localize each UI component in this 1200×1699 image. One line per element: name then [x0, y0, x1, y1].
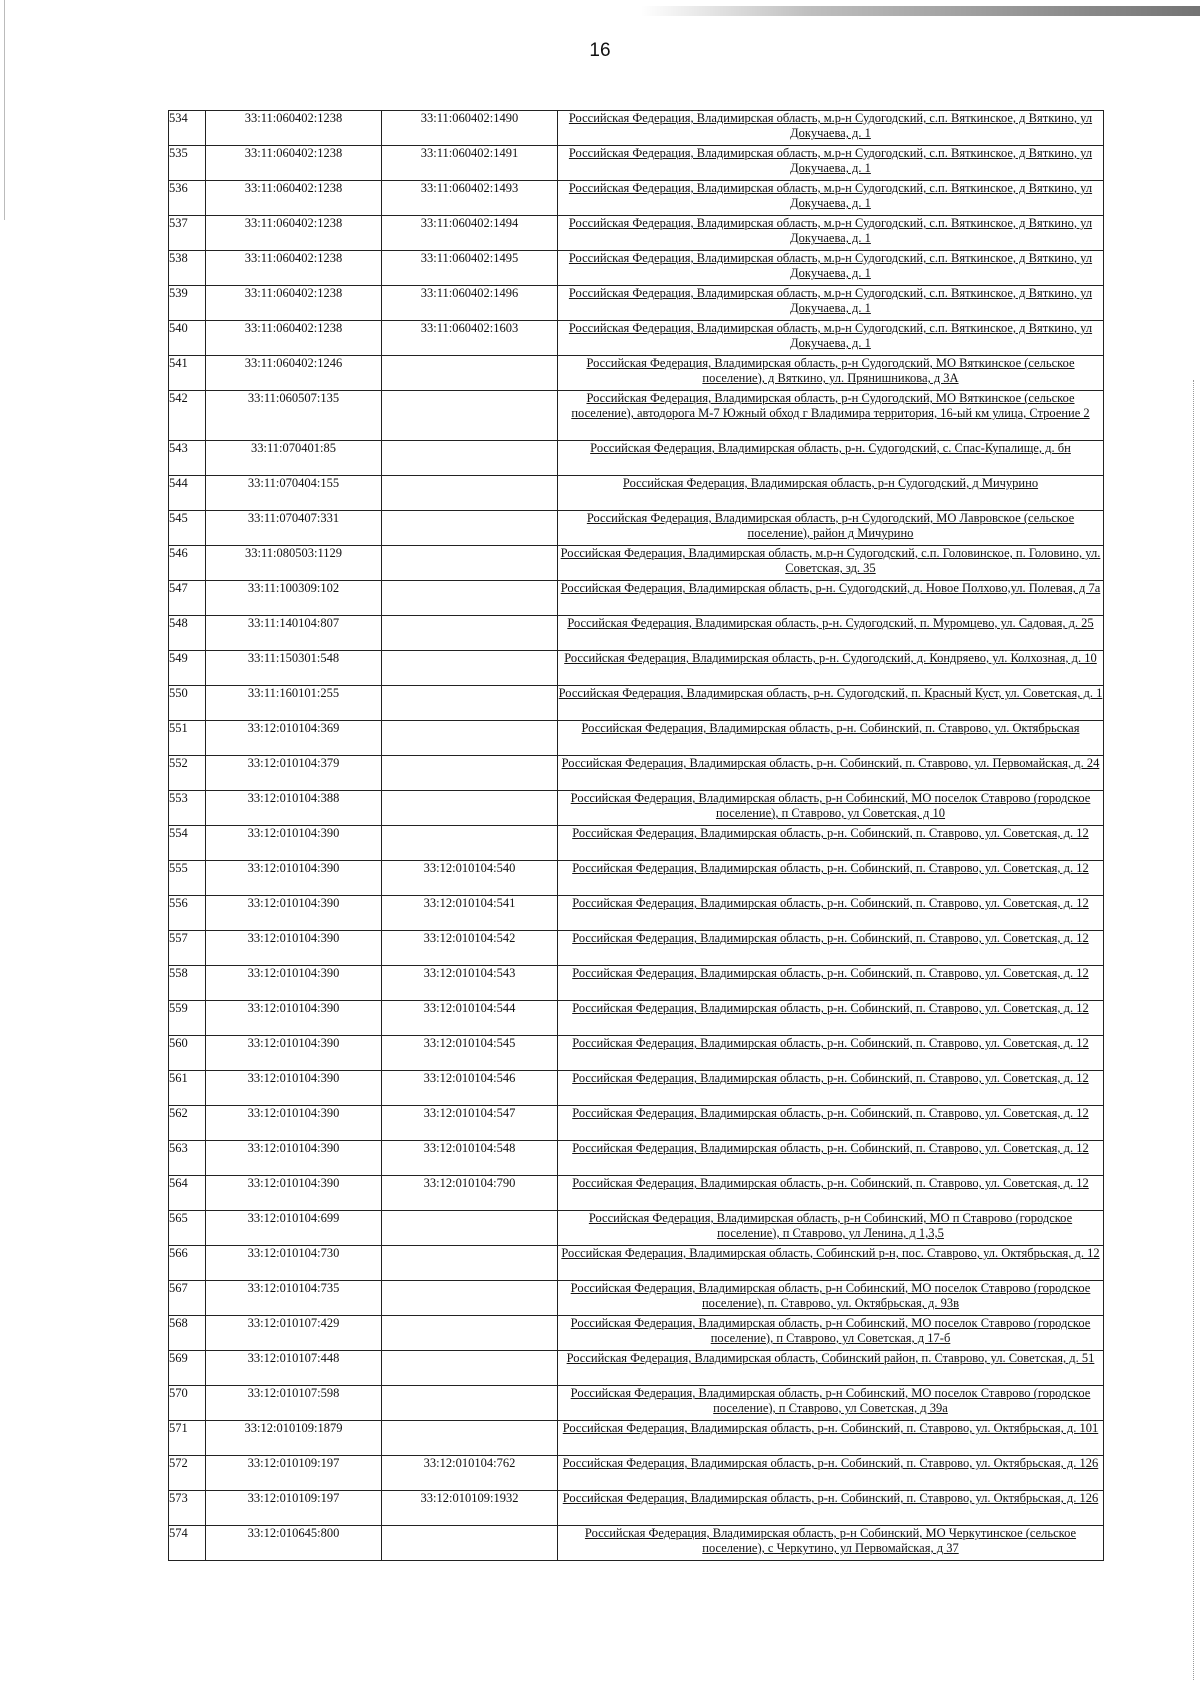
- row-number: 539: [169, 286, 206, 321]
- cadastral-number: 33:12:010104:699: [206, 1211, 382, 1246]
- address-cell: [558, 651, 1104, 686]
- address-text: Российская Федерация, Владимирская область, р-н. Судогодский, с. Спас-Купалище, д. бн: [590, 441, 1071, 455]
- related-cadastral-number: [382, 1526, 558, 1561]
- related-cadastral-number: [382, 511, 558, 546]
- cadastral-number: 33:12:010104:379: [206, 756, 382, 791]
- address-cell: [558, 966, 1104, 1001]
- address-cell: [558, 181, 1104, 216]
- cadastral-number: 33:12:010109:1879: [206, 1421, 382, 1456]
- row-number: 534: [169, 111, 206, 146]
- cadastral-number: 33:11:100309:102: [206, 581, 382, 616]
- cadastral-number: 33:12:010104:390: [206, 1071, 382, 1106]
- table-row: [169, 1421, 1104, 1456]
- related-cadastral-number: 33:12:010104:762: [382, 1456, 558, 1491]
- row-number: 535: [169, 146, 206, 181]
- row-number: 566: [169, 1246, 206, 1281]
- address-cell: [558, 931, 1104, 966]
- table-row: [169, 931, 1104, 966]
- address-text: Российская Федерация, Владимирская область, р-н. Судогодский, п. Красный Куст, ул. Советская, д. 1: [558, 686, 1103, 700]
- related-cadastral-number: [382, 756, 558, 791]
- row-number: 564: [169, 1176, 206, 1211]
- cadastral-number: 33:11:060402:1238: [206, 111, 382, 146]
- table-row: [169, 181, 1104, 216]
- related-cadastral-number: [382, 546, 558, 581]
- cadastral-number: 33:11:070407:331: [206, 511, 382, 546]
- related-cadastral-number: 33:11:060402:1494: [382, 216, 558, 251]
- address-text: Российская Федерация, Владимирская область, р-н Собинский, МО Черкутинское (сельское поселение), с Черкутино, ул Первомайская, д 37: [584, 1526, 1077, 1555]
- cadastral-number: 33:11:080503:1129: [206, 546, 382, 581]
- table-row: [169, 791, 1104, 826]
- related-cadastral-number: [382, 581, 558, 616]
- address-text: Российская Федерация, Владимирская область, Собинский район, п. Ставрово, ул. Советская, д. 51: [566, 1351, 1095, 1365]
- cadastral-number: 33:12:010107:598: [206, 1386, 382, 1421]
- address-text: Российская Федерация, Владимирская область, р-н. Собинский, п. Ставрово, ул. Советская, д. 12: [572, 1141, 1089, 1155]
- cadastral-number: 33:12:010109:197: [206, 1456, 382, 1491]
- address-cell: [558, 1316, 1104, 1351]
- related-cadastral-number: [382, 1246, 558, 1281]
- row-number: 559: [169, 1001, 206, 1036]
- related-cadastral-number: [382, 1316, 558, 1351]
- cadastral-number: 33:12:010104:390: [206, 896, 382, 931]
- row-number: 550: [169, 686, 206, 721]
- row-number: 541: [169, 356, 206, 391]
- cadastral-number: 33:11:060402:1238: [206, 251, 382, 286]
- address-cell: [558, 616, 1104, 651]
- address-cell: [558, 356, 1104, 391]
- related-cadastral-number: 33:12:010104:547: [382, 1106, 558, 1141]
- table-row: [169, 1386, 1104, 1421]
- table-row: [169, 546, 1104, 581]
- cadastral-number: 33:11:160101:255: [206, 686, 382, 721]
- row-number: 542: [169, 391, 206, 441]
- address-cell: [558, 1246, 1104, 1281]
- related-cadastral-number: [382, 686, 558, 721]
- address-cell: [558, 391, 1104, 441]
- address-text: Российская Федерация, Владимирская область, р-н Собинский, МО п Ставрово (городское поселение), п Ставрово, ул Ленина, д 1,3,5: [588, 1211, 1073, 1240]
- table-row: [169, 1351, 1104, 1386]
- address-cell: [558, 146, 1104, 181]
- address-cell: [558, 1141, 1104, 1176]
- related-cadastral-number: 33:12:010104:548: [382, 1141, 558, 1176]
- related-cadastral-number: [382, 721, 558, 756]
- cadastral-number: 33:12:010104:390: [206, 826, 382, 861]
- registry-table: [168, 110, 1104, 1561]
- related-cadastral-number: [382, 441, 558, 476]
- address-text: Российская Федерация, Владимирская область, м.р-н Судогодский, с.п. Вяткинское, д Вяткино, ул Докучаева, д. 1: [568, 181, 1093, 210]
- row-number: 570: [169, 1386, 206, 1421]
- address-text: Российская Федерация, Владимирская область, м.р-н Судогодский, с.п. Вяткинское, д Вяткино, ул Докучаева, д. 1: [568, 286, 1093, 315]
- table-row: [169, 1211, 1104, 1246]
- address-text: Российская Федерация, Владимирская область, р-н. Собинский, п. Ставрово, ул. Советская, д. 12: [572, 1001, 1089, 1015]
- table-row: [169, 1316, 1104, 1351]
- row-number: 562: [169, 1106, 206, 1141]
- address-text: Российская Федерация, Владимирская область, р-н. Собинский, п. Ставрово, ул. Октябрьская, д. 101: [562, 1421, 1099, 1435]
- table-row: [169, 1141, 1104, 1176]
- row-number: 540: [169, 321, 206, 356]
- cadastral-number: 33:12:010104:735: [206, 1281, 382, 1316]
- row-number: 558: [169, 966, 206, 1001]
- address-cell: [558, 111, 1104, 146]
- address-cell: [558, 546, 1104, 581]
- row-number: 565: [169, 1211, 206, 1246]
- table-row: [169, 966, 1104, 1001]
- address-cell: [558, 1176, 1104, 1211]
- table-row: [169, 216, 1104, 251]
- address-text: Российская Федерация, Владимирская область, Собинский р-н, пос. Ставрово, ул. Октябрьская, д. 12: [561, 1246, 1100, 1260]
- cadastral-number: 33:12:010104:730: [206, 1246, 382, 1281]
- address-cell: [558, 1491, 1104, 1526]
- scan-edge-mark: [640, 6, 1200, 16]
- table-row: [169, 1071, 1104, 1106]
- scan-right-edge: [1193, 380, 1195, 1680]
- related-cadastral-number: 33:12:010104:542: [382, 931, 558, 966]
- address-text: Российская Федерация, Владимирская область, р-н. Собинский, п. Ставрово, ул. Советская, д. 12: [572, 1036, 1089, 1050]
- address-text: Российская Федерация, Владимирская область, м.р-н Судогодский, с.п. Вяткинское, д Вяткино, ул Докучаева, д. 1: [568, 321, 1093, 350]
- cadastral-number: 33:12:010104:369: [206, 721, 382, 756]
- table-row: [169, 321, 1104, 356]
- table-row: [169, 441, 1104, 476]
- address-cell: [558, 511, 1104, 546]
- related-cadastral-number: [382, 1351, 558, 1386]
- cadastral-number: 33:11:070401:85: [206, 441, 382, 476]
- address-cell: [558, 286, 1104, 321]
- cadastral-number: 33:12:010107:448: [206, 1351, 382, 1386]
- address-cell: [558, 1001, 1104, 1036]
- cadastral-number: 33:11:060402:1238: [206, 216, 382, 251]
- row-number: 543: [169, 441, 206, 476]
- address-text: Российская Федерация, Владимирская область, р-н. Судогодский, п. Муромцево, ул. Садовая, д. 25: [567, 616, 1094, 630]
- cadastral-number: 33:11:060402:1246: [206, 356, 382, 391]
- cadastral-number: 33:12:010104:390: [206, 1001, 382, 1036]
- row-number: 547: [169, 581, 206, 616]
- related-cadastral-number: 33:12:010109:1932: [382, 1491, 558, 1526]
- table-row: [169, 1281, 1104, 1316]
- table-row: [169, 1001, 1104, 1036]
- address-text: Российская Федерация, Владимирская область, р-н Судогодский, МО Лавровское (сельское поселение), район д Мичурино: [586, 511, 1075, 540]
- address-text: Российская Федерация, Владимирская область, р-н. Судогодский, д. Кондряево, ул. Колхозная, д. 10: [564, 651, 1097, 665]
- related-cadastral-number: [382, 476, 558, 511]
- table-row: [169, 476, 1104, 511]
- address-cell: [558, 896, 1104, 931]
- address-text: Российская Федерация, Владимирская область, р-н. Собинский, п. Ставрово, ул. Первомайская, д. 24: [561, 756, 1100, 770]
- row-number: 536: [169, 181, 206, 216]
- address-text: Российская Федерация, Владимирская область, р-н Собинский, МО поселок Ставрово (городское поселение), п Ставрово, ул Советская, д 17-б: [570, 1316, 1091, 1345]
- related-cadastral-number: 33:11:060402:1603: [382, 321, 558, 356]
- address-cell: [558, 1106, 1104, 1141]
- registry-table-body: [169, 111, 1104, 1561]
- address-text: Российская Федерация, Владимирская область, р-н. Собинский, п. Ставрово, ул. Советская, д. 12: [572, 826, 1089, 840]
- address-text: Российская Федерация, Владимирская область, р-н. Собинский, п. Ставрово, ул. Советская, д. 12: [572, 1071, 1089, 1085]
- related-cadastral-number: 33:12:010104:546: [382, 1071, 558, 1106]
- address-text: Российская Федерация, Владимирская область, м.р-н Судогодский, с.п. Вяткинское, д Вяткино, ул Докучаева, д. 1: [568, 216, 1093, 245]
- address-text: Российская Федерация, Владимирская область, р-н. Собинский, п. Ставрово, ул. Советская, д. 12: [572, 896, 1089, 910]
- address-cell: [558, 1281, 1104, 1316]
- related-cadastral-number: 33:11:060402:1491: [382, 146, 558, 181]
- related-cadastral-number: 33:12:010104:543: [382, 966, 558, 1001]
- row-number: 571: [169, 1421, 206, 1456]
- related-cadastral-number: [382, 651, 558, 686]
- table-row: [169, 286, 1104, 321]
- address-cell: [558, 251, 1104, 286]
- related-cadastral-number: [382, 1386, 558, 1421]
- row-number: 574: [169, 1526, 206, 1561]
- table-row: [169, 1036, 1104, 1071]
- address-cell: [558, 791, 1104, 826]
- table-row: [169, 391, 1104, 441]
- cadastral-number: 33:11:060507:135: [206, 391, 382, 441]
- related-cadastral-number: [382, 391, 558, 441]
- address-cell: [558, 441, 1104, 476]
- related-cadastral-number: [382, 1211, 558, 1246]
- cadastral-number: 33:12:010104:390: [206, 1141, 382, 1176]
- address-cell: [558, 1526, 1104, 1561]
- address-cell: [558, 686, 1104, 721]
- address-cell: [558, 321, 1104, 356]
- row-number: 568: [169, 1316, 206, 1351]
- row-number: 549: [169, 651, 206, 686]
- row-number: 560: [169, 1036, 206, 1071]
- cadastral-number: 33:12:010104:388: [206, 791, 382, 826]
- table-row: [169, 861, 1104, 896]
- cadastral-number: 33:12:010645:800: [206, 1526, 382, 1561]
- related-cadastral-number: 33:12:010104:545: [382, 1036, 558, 1071]
- address-cell: [558, 861, 1104, 896]
- row-number: 537: [169, 216, 206, 251]
- table-row: [169, 826, 1104, 861]
- address-cell: [558, 1386, 1104, 1421]
- cadastral-number: 33:11:070404:155: [206, 476, 382, 511]
- address-text: Российская Федерация, Владимирская область, р-н Судогодский, МО Вяткинское (сельское поселение), автодорога М-7 Южный обход г Владимира территория, 16-ый км улица, Строение 2: [571, 391, 1090, 420]
- address-text: Российская Федерация, Владимирская область, р-н. Собинский, п. Ставрово, ул. Октябрьская: [581, 721, 1080, 735]
- address-text: Российская Федерация, Владимирская область, р-н. Собинский, п. Ставрово, ул. Советская, д. 12: [572, 1106, 1089, 1120]
- address-cell: [558, 476, 1104, 511]
- table-row: [169, 1246, 1104, 1281]
- row-number: 546: [169, 546, 206, 581]
- related-cadastral-number: [382, 826, 558, 861]
- address-cell: [558, 826, 1104, 861]
- related-cadastral-number: 33:11:060402:1493: [382, 181, 558, 216]
- address-cell: [558, 1211, 1104, 1246]
- row-number: 551: [169, 721, 206, 756]
- related-cadastral-number: [382, 1281, 558, 1316]
- table-row: [169, 896, 1104, 931]
- related-cadastral-number: 33:12:010104:541: [382, 896, 558, 931]
- table-row: [169, 111, 1104, 146]
- table-row: [169, 1456, 1104, 1491]
- row-number: 548: [169, 616, 206, 651]
- row-number: 563: [169, 1141, 206, 1176]
- cadastral-number: 33:12:010104:390: [206, 966, 382, 1001]
- address-cell: [558, 1351, 1104, 1386]
- address-text: Российская Федерация, Владимирская область, м.р-н Судогодский, с.п. Вяткинское, д Вяткино, ул Докучаева, д. 1: [568, 146, 1093, 175]
- related-cadastral-number: 33:12:010104:790: [382, 1176, 558, 1211]
- related-cadastral-number: [382, 616, 558, 651]
- cadastral-number: 33:12:010104:390: [206, 931, 382, 966]
- address-text: Российская Федерация, Владимирская область, м.р-н Судогодский, с.п. Вяткинское, д Вяткино, ул Докучаева, д. 1: [568, 111, 1093, 140]
- related-cadastral-number: 33:11:060402:1490: [382, 111, 558, 146]
- table-row: [169, 686, 1104, 721]
- address-text: Российская Федерация, Владимирская область, р-н. Собинский, п. Ставрово, ул. Октябрьская, д. 126: [562, 1456, 1099, 1470]
- address-text: Российская Федерация, Владимирская область, р-н Собинский, МО поселок Ставрово (городское поселение), п. Ставрово, ул. Октябрьская, д. 93в: [570, 1281, 1091, 1310]
- address-cell: [558, 1036, 1104, 1071]
- row-number: 569: [169, 1351, 206, 1386]
- scan-left-edge: [4, 0, 5, 220]
- cadastral-number: 33:11:150301:548: [206, 651, 382, 686]
- related-cadastral-number: [382, 356, 558, 391]
- address-text: Российская Федерация, Владимирская область, р-н. Судогодский, д. Новое Полхово,ул. Полевая, д 7а: [560, 581, 1101, 595]
- row-number: 552: [169, 756, 206, 791]
- address-text: Российская Федерация, Владимирская область, р-н. Собинский, п. Ставрово, ул. Октябрьская, д. 126: [562, 1491, 1099, 1505]
- table-row: [169, 756, 1104, 791]
- row-number: 545: [169, 511, 206, 546]
- address-cell: [558, 581, 1104, 616]
- row-number: 557: [169, 931, 206, 966]
- row-number: 555: [169, 861, 206, 896]
- page-number: 16: [589, 40, 611, 61]
- cadastral-number: 33:11:060402:1238: [206, 286, 382, 321]
- related-cadastral-number: [382, 1421, 558, 1456]
- row-number: 554: [169, 826, 206, 861]
- row-number: 561: [169, 1071, 206, 1106]
- address-cell: [558, 1456, 1104, 1491]
- table-row: [169, 1106, 1104, 1141]
- row-number: 544: [169, 476, 206, 511]
- table-row: [169, 721, 1104, 756]
- related-cadastral-number: [382, 791, 558, 826]
- cadastral-number: 33:12:010109:197: [206, 1491, 382, 1526]
- cadastral-number: 33:11:060402:1238: [206, 181, 382, 216]
- address-text: Российская Федерация, Владимирская область, р-н. Собинский, п. Ставрово, ул. Советская, д. 12: [572, 861, 1089, 875]
- table-row: [169, 146, 1104, 181]
- address-text: Российская Федерация, Владимирская область, м.р-н Судогодский, с.п. Головинское, п. Головино, ул. Советская, зд. 35: [560, 546, 1101, 575]
- address-text: Российская Федерация, Владимирская область, р-н Судогодский, МО Вяткинское (сельское поселение), д Вяткино, ул. Прянишникова, д 3А: [586, 356, 1075, 385]
- table-row: [169, 581, 1104, 616]
- related-cadastral-number: 33:11:060402:1495: [382, 251, 558, 286]
- cadastral-number: 33:12:010104:390: [206, 861, 382, 896]
- table-row: [169, 1491, 1104, 1526]
- table-row: [169, 251, 1104, 286]
- address-text: Российская Федерация, Владимирская область, р-н. Собинский, п. Ставрово, ул. Советская, д. 12: [572, 1176, 1089, 1190]
- related-cadastral-number: 33:12:010104:544: [382, 1001, 558, 1036]
- cadastral-number: 33:11:060402:1238: [206, 146, 382, 181]
- cadastral-number: 33:12:010104:390: [206, 1176, 382, 1211]
- table-row: [169, 511, 1104, 546]
- address-text: Российская Федерация, Владимирская область, р-н. Собинский, п. Ставрово, ул. Советская, д. 12: [572, 966, 1089, 980]
- address-cell: [558, 756, 1104, 791]
- related-cadastral-number: 33:12:010104:540: [382, 861, 558, 896]
- table-row: [169, 651, 1104, 686]
- row-number: 572: [169, 1456, 206, 1491]
- cadastral-number: 33:12:010107:429: [206, 1316, 382, 1351]
- cadastral-number: 33:11:140104:807: [206, 616, 382, 651]
- row-number: 567: [169, 1281, 206, 1316]
- address-cell: [558, 721, 1104, 756]
- address-text: Российская Федерация, Владимирская область, м.р-н Судогодский, с.п. Вяткинское, д Вяткино, ул Докучаева, д. 1: [568, 251, 1093, 280]
- row-number: 538: [169, 251, 206, 286]
- table-row: [169, 1526, 1104, 1561]
- address-text: Российская Федерация, Владимирская область, р-н Собинский, МО поселок Ставрово (городское поселение), п Ставрово, ул Советская, д 39а: [570, 1386, 1091, 1415]
- cadastral-number: 33:11:060402:1238: [206, 321, 382, 356]
- address-text: Российская Федерация, Владимирская область, р-н. Собинский, п. Ставрово, ул. Советская, д. 12: [572, 931, 1089, 945]
- address-text: Российская Федерация, Владимирская область, р-н Судогодский, д Мичурино: [622, 476, 1039, 490]
- table-row: [169, 1176, 1104, 1211]
- row-number: 553: [169, 791, 206, 826]
- table-row: [169, 616, 1104, 651]
- cadastral-number: 33:12:010104:390: [206, 1036, 382, 1071]
- cadastral-number: 33:12:010104:390: [206, 1106, 382, 1141]
- table-row: [169, 356, 1104, 391]
- address-cell: [558, 1421, 1104, 1456]
- address-text: Российская Федерация, Владимирская область, р-н Собинский, МО поселок Ставрово (городское поселение), п Ставрово, ул Советская, д 10: [570, 791, 1091, 820]
- address-cell: [558, 216, 1104, 251]
- related-cadastral-number: 33:11:060402:1496: [382, 286, 558, 321]
- row-number: 556: [169, 896, 206, 931]
- row-number: 573: [169, 1491, 206, 1526]
- address-cell: [558, 1071, 1104, 1106]
